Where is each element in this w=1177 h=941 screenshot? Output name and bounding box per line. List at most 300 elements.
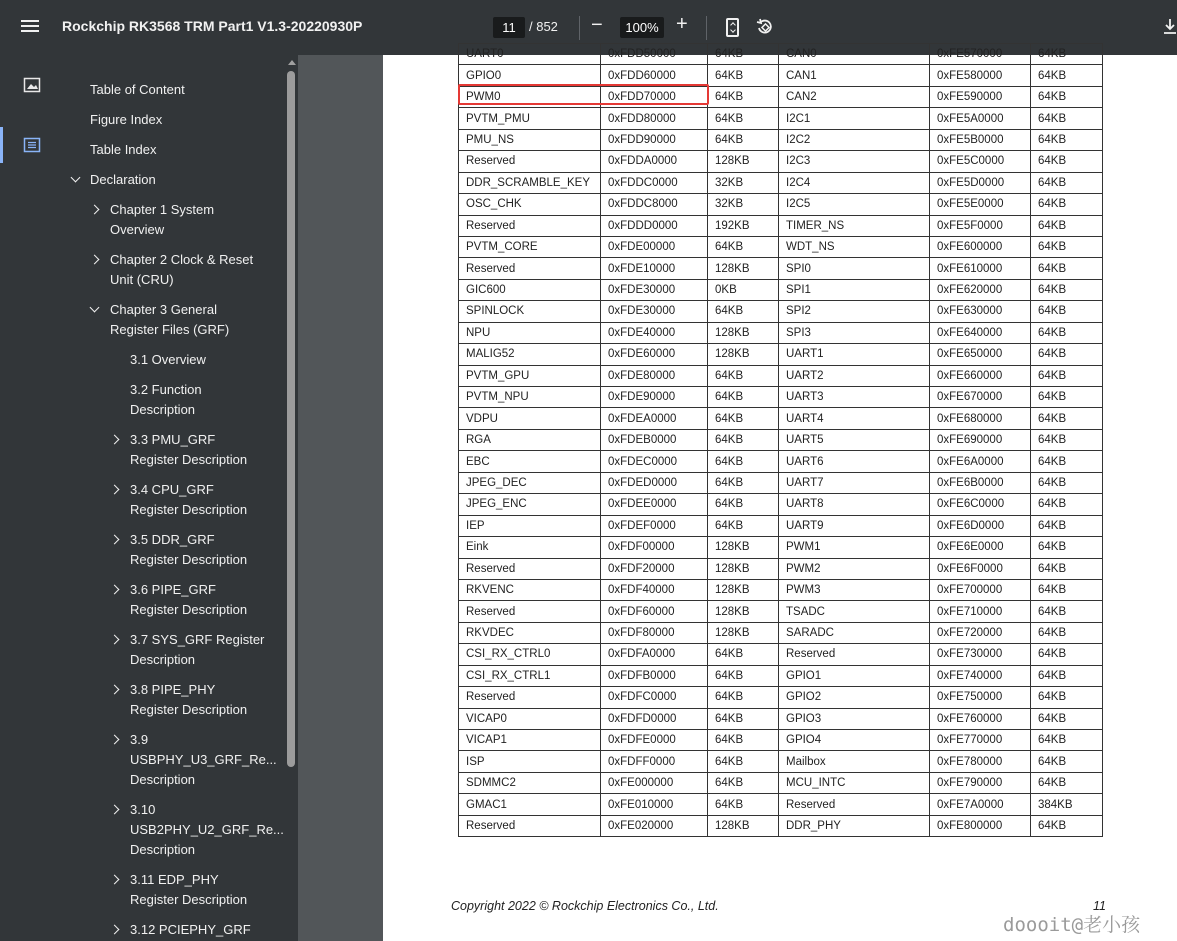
table-cell: 64KB — [708, 687, 779, 708]
table-cell: 0xFE710000 — [930, 601, 1031, 622]
table-cell: Reserved — [779, 794, 930, 815]
table-cell: 64KB — [1031, 387, 1103, 408]
table-cell: 0xFE590000 — [930, 86, 1031, 107]
table-cell: 64KB — [1031, 215, 1103, 236]
table-cell: UART4 — [779, 408, 930, 429]
table-cell: SPI1 — [779, 279, 930, 300]
table-cell: DDR_SCRAMBLE_KEY — [459, 172, 601, 193]
table-cell: 0KB — [708, 279, 779, 300]
watermark: doooit@老小孩 — [1003, 914, 1141, 936]
table-cell: 0xFE620000 — [930, 279, 1031, 300]
table-cell: 0xFDDA0000 — [601, 151, 708, 172]
table-cell: MALIG52 — [459, 344, 601, 365]
table-cell: 0xFDE80000 — [601, 365, 708, 386]
outline-item-3-6[interactable]: 3.6 PIPE_GRF Register Description — [130, 582, 248, 617]
table-cell: I2C3 — [779, 151, 930, 172]
table-cell: PVTM_CORE — [459, 236, 601, 257]
table-cell: 64KB — [1031, 644, 1103, 665]
table-cell: UART7 — [779, 472, 930, 493]
page-footer-copyright: Copyright 2022 © Rockchip Electronics Co., Ltd. — [451, 899, 719, 913]
table-cell: 0xFDD80000 — [601, 108, 708, 129]
table-cell: 0xFDE00000 — [601, 236, 708, 257]
table-cell: 0xFDEF0000 — [601, 515, 708, 536]
chevron-right-icon[interactable] — [110, 635, 120, 645]
table-cell: RKVENC — [459, 579, 601, 600]
table-row — [459, 215, 1103, 236]
outline-item-table-index[interactable]: Table Index — [90, 142, 157, 157]
table-cell: 64KB — [1031, 579, 1103, 600]
table-cell: 64KB — [708, 408, 779, 429]
table-cell: 64KB — [708, 708, 779, 729]
table-row — [459, 644, 1103, 665]
table-cell: 128KB — [708, 558, 779, 579]
table-cell: 64KB — [708, 108, 779, 129]
table-cell: 0xFE5A0000 — [930, 108, 1031, 129]
table-cell: 0xFDFC0000 — [601, 687, 708, 708]
table-cell: 64KB — [1031, 494, 1103, 515]
table-row — [459, 558, 1103, 579]
chevron-right-icon[interactable] — [110, 735, 120, 745]
table-cell: CAN0 — [779, 44, 930, 65]
zoom-out-button[interactable]: − — [591, 14, 603, 36]
table-cell: I2C1 — [779, 108, 930, 129]
table-cell: Eink — [459, 537, 601, 558]
table-cell: 64KB — [1031, 365, 1103, 386]
table-cell: RGA — [459, 429, 601, 450]
table-cell: 64KB — [708, 772, 779, 793]
thumbnails-icon[interactable] — [23, 77, 41, 93]
table-cell: 64KB — [708, 751, 779, 772]
table-cell: 64KB — [1031, 601, 1103, 622]
table-cell: PVTM_NPU — [459, 387, 601, 408]
table-cell: 64KB — [708, 730, 779, 751]
table-cell: 128KB — [708, 601, 779, 622]
table-cell: 64KB — [1031, 622, 1103, 643]
table-cell: 64KB — [1031, 751, 1103, 772]
table-cell: 64KB — [708, 65, 779, 86]
table-cell: MCU_INTC — [779, 772, 930, 793]
table-row — [459, 387, 1103, 408]
table-cell: 64KB — [708, 515, 779, 536]
table-cell: Reserved — [459, 601, 601, 622]
table-cell: 0xFDD60000 — [601, 65, 708, 86]
table-cell: 0xFE750000 — [930, 687, 1031, 708]
table-cell: PWM0 — [459, 86, 601, 107]
table-row — [459, 494, 1103, 515]
table-row — [459, 472, 1103, 493]
active-indicator — [0, 127, 3, 163]
outline-item-3-3[interactable]: 3.3 PMU_GRF Register Description — [130, 432, 248, 467]
table-cell: CSI_RX_CTRL0 — [459, 644, 601, 665]
table-cell: GMAC1 — [459, 794, 601, 815]
table-row — [459, 537, 1103, 558]
table-cell: 0xFE5F0000 — [930, 215, 1031, 236]
table-cell: 0xFE6E0000 — [930, 537, 1031, 558]
table-cell: 64KB — [1031, 344, 1103, 365]
table-cell: 64KB — [1031, 687, 1103, 708]
table-cell: 0xFE6F0000 — [930, 558, 1031, 579]
table-row — [459, 365, 1103, 386]
table-cell: 0xFDE10000 — [601, 258, 708, 279]
table-row — [459, 730, 1103, 751]
table-row — [459, 279, 1103, 300]
table-row — [459, 65, 1103, 86]
table-cell: VICAP1 — [459, 730, 601, 751]
table-cell: 0xFE790000 — [930, 772, 1031, 793]
table-cell: 0xFE800000 — [930, 815, 1031, 836]
table-cell: GPIO3 — [779, 708, 930, 729]
table-cell: 64KB — [1031, 301, 1103, 322]
table-cell: 64KB — [1031, 172, 1103, 193]
table-cell: UART5 — [779, 429, 930, 450]
table-row — [459, 751, 1103, 772]
table-cell: 0xFDFF0000 — [601, 751, 708, 772]
table-cell: GIC600 — [459, 279, 601, 300]
table-cell: UART8 — [779, 494, 930, 515]
toolbar-divider — [706, 16, 707, 40]
table-row — [459, 258, 1103, 279]
toolbar-divider — [579, 16, 580, 40]
table-cell: 128KB — [708, 815, 779, 836]
address-map-table — [458, 43, 1103, 837]
table-cell: I2C5 — [779, 194, 930, 215]
table-row — [459, 129, 1103, 150]
table-cell: 0xFE5B0000 — [930, 129, 1031, 150]
table-row — [459, 344, 1103, 365]
table-cell: 0xFDF20000 — [601, 558, 708, 579]
table-cell: 0xFDEB0000 — [601, 429, 708, 450]
table-row — [459, 451, 1103, 472]
table-row — [459, 44, 1103, 65]
outline-item-3-7[interactable]: 3.7 SYS_GRF Register Description — [130, 632, 265, 667]
table-cell: 0xFE6D0000 — [930, 515, 1031, 536]
outline-item-chapter-2[interactable]: Chapter 2 Clock & Reset Unit (CRU) — [110, 252, 254, 287]
zoom-level-input[interactable]: 100% — [620, 17, 664, 38]
table-cell: CAN2 — [779, 86, 930, 107]
outline-icon[interactable] — [23, 137, 41, 153]
table-cell: 0xFE660000 — [930, 365, 1031, 386]
outline-item-chapter-3[interactable]: Chapter 3 General Register Files (GRF) — [110, 302, 230, 337]
table-cell: 128KB — [708, 322, 779, 343]
chevron-right-icon[interactable] — [110, 925, 120, 935]
outline-item-table-of-content[interactable]: Table of Content — [90, 82, 185, 97]
chevron-right-icon[interactable] — [110, 585, 120, 595]
chevron-right-icon[interactable] — [90, 205, 100, 215]
table-cell: DDR_PHY — [779, 815, 930, 836]
fit-to-page-icon[interactable] — [726, 18, 739, 37]
table-cell: 32KB — [708, 194, 779, 215]
table-cell: 0xFDDD0000 — [601, 215, 708, 236]
table-row — [459, 622, 1103, 643]
table-cell: NPU — [459, 322, 601, 343]
menu-icon[interactable] — [19, 17, 41, 39]
zoom-in-button[interactable]: + — [676, 13, 688, 35]
table-cell: 0xFDD50000 — [601, 44, 708, 65]
table-cell: 0xFDEA0000 — [601, 408, 708, 429]
table-cell: 0xFE780000 — [930, 751, 1031, 772]
table-cell: 0xFE6A0000 — [930, 451, 1031, 472]
table-cell: 0xFDF40000 — [601, 579, 708, 600]
table-cell: 64KB — [1031, 151, 1103, 172]
table-row — [459, 194, 1103, 215]
table-cell: GPIO2 — [779, 687, 930, 708]
outline-item-figure-index[interactable]: Figure Index — [90, 112, 163, 127]
table-cell: I2C4 — [779, 172, 930, 193]
table-cell: 64KB — [708, 236, 779, 257]
table-row — [459, 151, 1103, 172]
table-cell: SPINLOCK — [459, 301, 601, 322]
rotate-icon[interactable] — [756, 18, 774, 36]
table-cell: Reserved — [459, 815, 601, 836]
table-cell: 0xFE670000 — [930, 387, 1031, 408]
outline-item-3-10[interactable]: 3.10 USB2PHY_U2_GRF_Re... Description — [130, 802, 284, 857]
table-cell: 0xFE020000 — [601, 815, 708, 836]
table-row — [459, 579, 1103, 600]
table-cell: Reserved — [459, 151, 601, 172]
outline-item-3-11[interactable]: 3.11 EDP_PHY Register Description — [130, 872, 248, 907]
table-cell: 384KB — [1031, 794, 1103, 815]
table-cell: 128KB — [708, 622, 779, 643]
table-cell: VDPU — [459, 408, 601, 429]
table-cell: 0xFE5E0000 — [930, 194, 1031, 215]
table-cell: IEP — [459, 515, 601, 536]
table-cell: 128KB — [708, 344, 779, 365]
table-cell: TIMER_NS — [779, 215, 930, 236]
table-cell: 0xFDFE0000 — [601, 730, 708, 751]
pdf-page — [383, 48, 1177, 941]
table-cell: 0xFDF00000 — [601, 537, 708, 558]
table-cell: 64KB — [1031, 451, 1103, 472]
table-cell: 0xFE580000 — [930, 65, 1031, 86]
table-cell: 0xFE630000 — [930, 301, 1031, 322]
table-cell: 0xFE760000 — [930, 708, 1031, 729]
table-cell: 64KB — [708, 472, 779, 493]
table-row — [459, 665, 1103, 686]
table-cell: 0xFE700000 — [930, 579, 1031, 600]
table-cell: 0xFE6C0000 — [930, 494, 1031, 515]
table-cell: UART3 — [779, 387, 930, 408]
outline-item-3-5[interactable]: 3.5 DDR_GRF Register Description — [130, 532, 248, 567]
table-cell: OSC_CHK — [459, 194, 601, 215]
table-cell: SPI2 — [779, 301, 930, 322]
table-cell: PVTM_PMU — [459, 108, 601, 129]
table-cell: Mailbox — [779, 751, 930, 772]
outline-item-declaration[interactable]: Declaration — [90, 172, 156, 187]
table-cell: 64KB — [708, 644, 779, 665]
table-cell: CAN1 — [779, 65, 930, 86]
table-cell: 64KB — [708, 129, 779, 150]
table-cell: 64KB — [708, 451, 779, 472]
table-row — [459, 687, 1103, 708]
table-cell: PMU_NS — [459, 129, 601, 150]
chevron-right-icon[interactable] — [110, 685, 120, 695]
table-cell: UART0 — [459, 44, 601, 65]
table-cell: UART1 — [779, 344, 930, 365]
table-cell: GPIO0 — [459, 65, 601, 86]
table-cell: CSI_RX_CTRL1 — [459, 665, 601, 686]
table-cell: 64KB — [1031, 44, 1103, 65]
table-cell: 64KB — [1031, 537, 1103, 558]
table-cell: JPEG_DEC — [459, 472, 601, 493]
table-cell: 64KB — [708, 301, 779, 322]
table-row — [459, 515, 1103, 536]
table-row — [459, 301, 1103, 322]
table-cell: 0xFDE30000 — [601, 279, 708, 300]
table-cell: Reserved — [779, 644, 930, 665]
table-cell: JPEG_ENC — [459, 494, 601, 515]
table-cell: 64KB — [1031, 472, 1103, 493]
table-cell: RKVDEC — [459, 622, 601, 643]
outline-item-3-2[interactable]: 3.2 Function Description — [130, 382, 202, 417]
table-cell: PVTM_GPU — [459, 365, 601, 386]
table-cell: 64KB — [1031, 258, 1103, 279]
table-cell: 0xFE6B0000 — [930, 472, 1031, 493]
table-cell: 0xFE680000 — [930, 408, 1031, 429]
document-title: Rockchip RK3568 TRM Part1 V1.3-20220930P — [62, 18, 363, 34]
table-cell: Reserved — [459, 687, 601, 708]
table-cell: WDT_NS — [779, 236, 930, 257]
outline-item-3-8[interactable]: 3.8 PIPE_PHY Register Description — [130, 682, 248, 717]
table-cell: 64KB — [1031, 86, 1103, 107]
table-cell: 192KB — [708, 215, 779, 236]
scroll-up-arrow-icon[interactable] — [288, 60, 296, 65]
table-cell: GPIO4 — [779, 730, 930, 751]
table-cell: 64KB — [708, 365, 779, 386]
table-cell: 64KB — [708, 387, 779, 408]
table-cell: 128KB — [708, 258, 779, 279]
table-cell: 128KB — [708, 537, 779, 558]
table-cell: 0xFDE40000 — [601, 322, 708, 343]
table-cell: 64KB — [1031, 708, 1103, 729]
table-cell: 64KB — [708, 494, 779, 515]
table-cell: 0xFDDC0000 — [601, 172, 708, 193]
table-cell: PWM3 — [779, 579, 930, 600]
outline-item-chapter-1[interactable]: Chapter 1 System Overview — [110, 202, 215, 237]
table-cell: 64KB — [1031, 429, 1103, 450]
table-row — [459, 794, 1103, 815]
table-cell: 0xFDD70000 — [601, 86, 708, 107]
table-cell: 32KB — [708, 172, 779, 193]
chevron-right-icon[interactable] — [110, 435, 120, 445]
table-cell: 0xFE730000 — [930, 644, 1031, 665]
table-cell: GPIO1 — [779, 665, 930, 686]
outline-panel — [62, 55, 284, 941]
chevron-right-icon[interactable] — [110, 805, 120, 815]
page-footer-number: 11 — [1093, 899, 1106, 913]
table-cell: EBC — [459, 451, 601, 472]
chevron-right-icon[interactable] — [110, 485, 120, 495]
table-cell: SARADC — [779, 622, 930, 643]
table-cell: 64KB — [1031, 194, 1103, 215]
table-cell: Reserved — [459, 258, 601, 279]
table-cell: SPI0 — [779, 258, 930, 279]
table-cell: 64KB — [1031, 730, 1103, 751]
table-cell: 64KB — [1031, 408, 1103, 429]
table-cell: 0xFE740000 — [930, 665, 1031, 686]
table-cell: 0xFDFD0000 — [601, 708, 708, 729]
page-number-input[interactable]: 11 — [493, 17, 525, 38]
table-cell: 0xFE570000 — [930, 44, 1031, 65]
table-cell: 0xFE600000 — [930, 236, 1031, 257]
table-cell: 64KB — [1031, 322, 1103, 343]
table-cell: 0xFDE90000 — [601, 387, 708, 408]
outline-item-3-9[interactable]: 3.9 USBPHY_U3_GRF_Re... Description — [130, 732, 277, 787]
table-row — [459, 708, 1103, 729]
download-icon[interactable] — [1163, 18, 1177, 36]
table-cell: 64KB — [708, 44, 779, 65]
table-cell: 64KB — [708, 794, 779, 815]
table-row — [459, 172, 1103, 193]
table-cell: UART2 — [779, 365, 930, 386]
chevron-down-icon[interactable] — [90, 303, 100, 313]
table-cell: 64KB — [1031, 815, 1103, 836]
table-cell: 64KB — [1031, 772, 1103, 793]
sidebar — [0, 55, 298, 941]
table-cell: 0xFE690000 — [930, 429, 1031, 450]
table-cell: 0xFDEE0000 — [601, 494, 708, 515]
table-cell: 0xFDFB0000 — [601, 665, 708, 686]
page-total: / 852 — [529, 19, 558, 34]
table-cell: 0xFDD90000 — [601, 129, 708, 150]
table-cell: 0xFE5C0000 — [930, 151, 1031, 172]
table-row — [459, 601, 1103, 622]
table-cell: 128KB — [708, 579, 779, 600]
chevron-down-icon[interactable] — [71, 173, 81, 183]
table-cell: 0xFDF80000 — [601, 622, 708, 643]
table-cell: 64KB — [1031, 65, 1103, 86]
table-cell: SDMMC2 — [459, 772, 601, 793]
chevron-right-icon[interactable] — [110, 875, 120, 885]
table-cell: 0xFDF60000 — [601, 601, 708, 622]
chevron-right-icon[interactable] — [110, 535, 120, 545]
chevron-right-icon[interactable] — [90, 255, 100, 265]
table-cell: Reserved — [459, 558, 601, 579]
table-cell: 0xFDEC0000 — [601, 451, 708, 472]
table-row — [459, 408, 1103, 429]
table-cell: PWM2 — [779, 558, 930, 579]
table-cell: 0xFE7A0000 — [930, 794, 1031, 815]
table-cell: 64KB — [1031, 108, 1103, 129]
table-cell: 64KB — [1031, 515, 1103, 536]
table-cell: 64KB — [1031, 279, 1103, 300]
scrollbar-thumb[interactable] — [287, 71, 295, 767]
table-cell: TSADC — [779, 601, 930, 622]
outline-item-3-1[interactable]: 3.1 Overview — [130, 352, 206, 367]
table-cell: 64KB — [1031, 236, 1103, 257]
table-cell: 0xFDE60000 — [601, 344, 708, 365]
table-cell: Reserved — [459, 215, 601, 236]
table-cell: ISP — [459, 751, 601, 772]
outline-item-3-4[interactable]: 3.4 CPU_GRF Register Description — [130, 482, 248, 517]
table-cell: 0xFDFA0000 — [601, 644, 708, 665]
table-cell: 0xFE000000 — [601, 772, 708, 793]
table-cell: 0xFE720000 — [930, 622, 1031, 643]
table-cell: 64KB — [1031, 665, 1103, 686]
outline-item-3-12[interactable]: 3.12 PCIEPHY_GRF — [130, 922, 251, 937]
table-cell: 0xFDDC8000 — [601, 194, 708, 215]
table-cell: 128KB — [708, 151, 779, 172]
table-cell: 64KB — [708, 429, 779, 450]
table-cell: UART6 — [779, 451, 930, 472]
table-row — [459, 429, 1103, 450]
table-cell: 0xFE640000 — [930, 322, 1031, 343]
table-cell: UART9 — [779, 515, 930, 536]
table-cell: 0xFE010000 — [601, 794, 708, 815]
table-row — [459, 108, 1103, 129]
table-cell: 0xFE770000 — [930, 730, 1031, 751]
table-cell: PWM1 — [779, 537, 930, 558]
table-cell: 0xFE610000 — [930, 258, 1031, 279]
